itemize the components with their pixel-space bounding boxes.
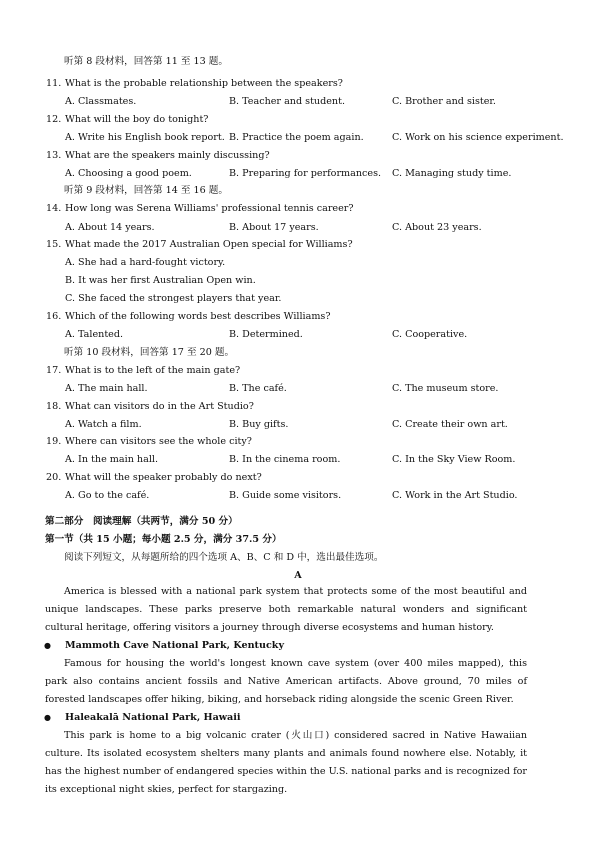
section-intro-8: [0, 53, 596, 71]
option-a: A. Go to the café.: [65, 490, 150, 501]
question-text: What can visitors do in the Art Studio?: [65, 401, 254, 412]
option-c: C. About 23 years.: [392, 222, 482, 233]
question-12: [0, 111, 596, 129]
park-1-heading: [0, 637, 596, 655]
option-b: B. In the cinema room.: [229, 454, 341, 465]
question-number: 19.: [46, 436, 62, 447]
question-11: [0, 75, 596, 93]
question-text: How long was Serena Williams' professional tennis career?: [65, 203, 354, 214]
question-number: 18.: [46, 401, 62, 412]
question-text: What made the 2017 Australian Open special for Williams?: [65, 239, 353, 250]
option-a: A. Write his English book report.: [65, 132, 225, 143]
passage-letter-text: A: [294, 570, 302, 581]
option-c: C. Cooperative.: [392, 329, 468, 340]
question-19: [0, 433, 596, 451]
option-b: B. Determined.: [229, 329, 303, 340]
option-c: C. Brother and sister.: [392, 96, 496, 107]
question-18: [0, 398, 596, 416]
question-number: 16.: [46, 311, 62, 322]
option-b: B. Teacher and student.: [229, 96, 346, 107]
section-one-heading: [0, 531, 596, 549]
question-12-options: [0, 129, 596, 147]
section-intro-9-text: 听第 9 段材料，回答第 14 至 16 题。: [64, 185, 228, 196]
option-a: A. About 14 years.: [65, 222, 155, 233]
bullet-icon: ●: [44, 713, 51, 722]
option-a: A. Talented.: [65, 329, 124, 340]
reading-instruction-text: 阅读下列短文，从每题所给的四个选项 A、B、C 和 D 中，选出最佳选项。: [64, 552, 384, 563]
option-b: B. Preparing for performances.: [229, 168, 382, 179]
question-18-options: [0, 416, 596, 434]
park-2-name: Haleakalā National Park, Hawaii: [65, 712, 241, 723]
option-a: A. Classmates.: [65, 96, 137, 107]
option-b: B. It was her first Australian Open win.: [65, 275, 256, 286]
question-19-options: [0, 451, 596, 469]
option-b: B. About 17 years.: [229, 222, 319, 233]
option-a: A. In the main hall.: [65, 454, 159, 465]
option-c: C. Work in the Art Studio.: [392, 490, 518, 501]
question-text: What will the speaker probably do next?: [65, 472, 262, 483]
question-16-options: [0, 326, 596, 344]
option-a: A. Choosing a good poem.: [65, 168, 192, 179]
part-two-heading-text: 第二部分 阅读理解（共两节，满分 50 分）: [45, 516, 238, 527]
question-13-options: [0, 165, 596, 183]
question-20-options: [0, 487, 596, 505]
question-16: [0, 308, 596, 326]
bullet-icon: ●: [44, 641, 51, 650]
question-15-option-b: [0, 272, 596, 290]
option-a: A. She had a hard-fought victory.: [65, 257, 226, 268]
question-number: 14.: [46, 203, 62, 214]
question-15: [0, 236, 596, 254]
question-20: [0, 469, 596, 487]
question-number: 13.: [46, 150, 62, 161]
option-b: B. The café.: [229, 383, 287, 394]
question-14: [0, 200, 596, 218]
question-15-option-c: [0, 290, 596, 308]
question-text: Where can visitors see the whole city?: [65, 436, 252, 447]
question-text: What will the boy do tonight?: [65, 114, 209, 125]
park-2-heading: [0, 709, 596, 727]
park-1-description: Famous for housing the world's longest known cave system (over 400 miles mapped), this park also contains ancient fossils and Native American artifacts. Above ground, 70 miles of forested landscapes offer hiking, biking, and horseback riding alongside the scenic Green River.: [45, 658, 527, 705]
option-a: A. The main hall.: [65, 383, 148, 394]
option-b: B. Guide some visitors.: [229, 490, 342, 501]
question-text: What is to the left of the main gate?: [65, 365, 241, 376]
section-intro-10-text: 听第 10 段材料，回答第 17 至 20 题。: [64, 347, 235, 358]
question-text: What are the speakers mainly discussing?: [65, 150, 270, 161]
question-13: [0, 147, 596, 165]
section-one-heading-text: 第一节（共 15 小题；每小题 2.5 分，满分 37.5 分）: [45, 534, 282, 545]
question-17: [0, 362, 596, 380]
question-number: 17.: [46, 365, 62, 376]
option-c: C. The museum store.: [392, 383, 499, 394]
part-two-heading: [0, 513, 596, 531]
question-number: 11.: [46, 78, 62, 89]
question-11-options: [0, 93, 596, 111]
option-c: C. Work on his science experiment.: [392, 132, 564, 143]
option-b: B. Practice the poem again.: [229, 132, 364, 143]
option-c: C. Create their own art.: [392, 419, 508, 430]
passage-intro: America is blessed with a national park system that protects some of the most beautiful and unique landscapes. These parks preserve both remarkable natural wonders and significant cultural heritage, offering visitors a journey through diverse ecosystems and human history.: [45, 586, 527, 633]
option-c: C. Managing study time.: [392, 168, 512, 179]
question-17-options: [0, 380, 596, 398]
question-number: 12.: [46, 114, 62, 125]
question-number: 15.: [46, 239, 62, 250]
option-c: C. She faced the strongest players that year.: [65, 293, 282, 304]
option-b: B. Buy gifts.: [229, 419, 289, 430]
question-text: Which of the following words best describes Williams?: [65, 311, 331, 322]
question-text: What is the probable relationship between the speakers?: [65, 78, 343, 89]
option-c: C. In the Sky View Room.: [392, 454, 516, 465]
section-intro-8-text: 听第 8 段材料，回答第 11 至 13 题。: [64, 56, 228, 67]
option-a: A. Watch a film.: [65, 419, 142, 430]
section-intro-10: [0, 344, 596, 362]
question-15-option-a: [0, 254, 596, 272]
reading-instruction: [0, 549, 596, 567]
section-intro-9: [0, 182, 596, 200]
question-number: 20.: [46, 472, 62, 483]
question-14-options: [0, 219, 596, 237]
park-2-description: This park is home to a big volcanic crater (火山口) considered sacred in Native Hawaiian culture. Its isolated ecosystem shelters many plants and animals found nowhere else. Notably, it has the highest number of endangered species within the U.S. national parks and is recognized for its exceptional night skies, perfect for stargazing.: [45, 730, 527, 795]
park-1-name: Mammoth Cave National Park, Kentucky: [65, 640, 285, 651]
